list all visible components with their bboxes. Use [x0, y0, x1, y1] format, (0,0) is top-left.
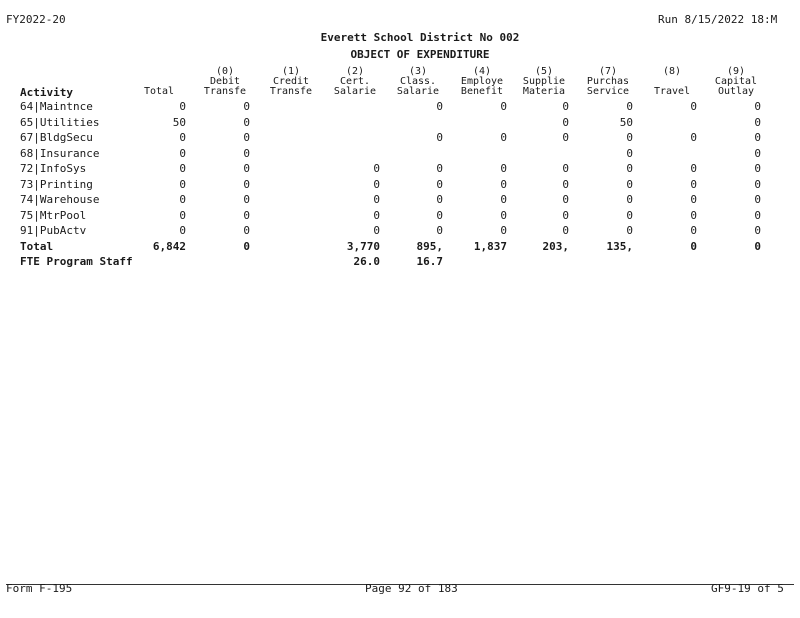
table-row-cell: 0	[500, 178, 507, 191]
column-header-line: (3)	[408, 66, 428, 77]
table-row-label: 73|Printing	[20, 178, 93, 191]
total-row-cell: 0	[243, 240, 250, 253]
table-row-cell: 0	[373, 162, 380, 175]
table-row-cell: 0	[179, 162, 186, 175]
table-row-cell: 0	[179, 178, 186, 191]
fte-row-cell: 26.0	[353, 255, 380, 268]
table-row-cell: 0	[243, 162, 250, 175]
page-number: Page 92 of 183	[365, 582, 458, 595]
table-row-cell: 0	[562, 224, 569, 237]
table-row-cell: 0	[436, 224, 443, 237]
table-row-cell: 0	[690, 209, 697, 222]
column-header-c8	[705, 67, 767, 97]
table-row-cell: 0	[500, 131, 507, 144]
table-row-cell: 0	[500, 193, 507, 206]
column-header-line: (9)	[726, 66, 746, 77]
total-row-cell: 203,	[542, 240, 569, 253]
column-header-line: Service	[586, 86, 630, 97]
table-row-cell: 0	[626, 193, 633, 206]
table-row-cell: 0	[562, 116, 569, 129]
table-row-cell: 0	[243, 147, 250, 160]
column-header-line: (7)	[598, 66, 618, 77]
column-header-line: Transfe	[269, 86, 313, 97]
table-row-cell: 0	[179, 193, 186, 206]
table-row-cell: 0	[754, 224, 761, 237]
column-header-line: Total	[143, 86, 175, 97]
table-row-label: 65|Utilities	[20, 116, 100, 129]
table-row-cell: 0	[373, 224, 380, 237]
table-row-cell: 0	[754, 147, 761, 160]
table-row-cell: 0	[373, 209, 380, 222]
fiscal-year: FY2022-20	[6, 13, 66, 26]
table-row-cell: 0	[436, 100, 443, 113]
table-row-cell: 0	[179, 209, 186, 222]
table-row-cell: 0	[373, 193, 380, 206]
table-row-label: 67|BldgSecu	[20, 131, 93, 144]
table-row-cell: 0	[562, 209, 569, 222]
activity-header: Activity	[20, 86, 73, 99]
column-header-line: Debit	[209, 76, 241, 87]
table-row-cell: 0	[690, 131, 697, 144]
column-header-c0	[194, 67, 256, 97]
total-row-cell: 0	[754, 240, 761, 253]
table-row-label: 74|Warehouse	[20, 193, 100, 206]
column-header-line: Travel	[653, 86, 691, 97]
column-header-total	[128, 67, 190, 97]
table-row-cell: 0	[562, 162, 569, 175]
table-row-cell: 0	[436, 209, 443, 222]
table-row-cell: 0	[243, 209, 250, 222]
table-row-label: 75|MtrPool	[20, 209, 87, 222]
table-row-cell: 0	[179, 131, 186, 144]
table-row-cell: 0	[500, 209, 507, 222]
column-header-line: (2)	[345, 66, 365, 77]
table-row-label: 64|Maintnce	[20, 100, 93, 113]
table-row-cell: 0	[243, 116, 250, 129]
column-header-line	[128, 67, 190, 77]
run-info: Run 8/15/2022 18:M	[658, 13, 778, 26]
table-row-label: 91|PubActv	[20, 224, 87, 237]
column-header-line: Credit	[272, 76, 310, 87]
table-row-cell: 0	[500, 100, 507, 113]
total-row-cell: 0	[690, 240, 697, 253]
table-row-cell: 0	[562, 131, 569, 144]
table-row-cell: 0	[436, 162, 443, 175]
column-header-line: Class.	[399, 76, 437, 87]
table-row-cell: 0	[243, 100, 250, 113]
table-row-cell: 0	[754, 209, 761, 222]
table-row-cell: 0	[690, 162, 697, 175]
table-row-cell: 0	[626, 162, 633, 175]
report-title: OBJECT OF EXPENDITURE	[350, 48, 490, 61]
form-number: Form F-195	[6, 582, 73, 595]
column-header-line: Benefit	[460, 86, 504, 97]
total-row-cell: 895,	[416, 240, 443, 253]
total-row-cell: 1,837	[473, 240, 507, 253]
table-row-label: 68|Insurance	[20, 147, 100, 160]
table-row-cell: 0	[754, 162, 761, 175]
table-row-cell: 0	[243, 178, 250, 191]
column-header-c1	[260, 67, 322, 97]
table-row-cell: 0	[243, 224, 250, 237]
column-header-line: Outlay	[717, 86, 755, 97]
table-row-cell: 0	[690, 100, 697, 113]
column-header-line: Supplie	[522, 76, 566, 87]
district-title: Everett School District No 002	[320, 31, 520, 44]
column-header-line: (1)	[281, 66, 301, 77]
table-row-cell: 0	[243, 193, 250, 206]
table-row-cell: 0	[179, 224, 186, 237]
column-header-line: Cert.	[339, 76, 371, 87]
column-header-c6	[577, 67, 639, 97]
column-header-line: (5)	[534, 66, 554, 77]
total-row-label: Total	[20, 240, 54, 253]
column-header-line: Purchas	[586, 76, 630, 87]
table-row-cell: 0	[690, 178, 697, 191]
table-row-cell: 0	[562, 178, 569, 191]
table-row-cell: 0	[690, 224, 697, 237]
table-row-cell: 50	[619, 116, 633, 129]
column-header-c7	[641, 67, 703, 97]
table-row-cell: 0	[626, 100, 633, 113]
table-row-cell: 0	[626, 147, 633, 160]
column-header-line: Materia	[522, 86, 566, 97]
column-header-c2	[324, 67, 386, 97]
column-header-line: Capital	[714, 76, 758, 87]
table-row-cell: 0	[436, 131, 443, 144]
table-row-cell: 50	[172, 116, 186, 129]
total-row-cell: 6,842	[152, 240, 186, 253]
table-row-cell: 0	[436, 193, 443, 206]
fte-row-label: FTE Program Staff	[20, 255, 133, 268]
table-row-cell: 0	[179, 147, 186, 160]
column-header-c4	[451, 67, 513, 97]
column-header-line: (0)	[215, 66, 235, 77]
column-header-c3	[387, 67, 449, 97]
column-header-line: Salarie	[333, 86, 377, 97]
table-row-cell: 0	[754, 193, 761, 206]
column-header-line: (8)	[662, 66, 682, 77]
column-header-line: Employe	[460, 76, 504, 87]
table-row-cell: 0	[243, 131, 250, 144]
fte-row-cell: 16.7	[416, 255, 443, 268]
column-header-c5	[513, 67, 575, 97]
table-row-cell: 0	[436, 178, 443, 191]
table-row-cell: 0	[562, 193, 569, 206]
column-header-line: (4)	[472, 66, 492, 77]
total-row-cell: 3,770	[346, 240, 380, 253]
table-row-cell: 0	[626, 178, 633, 191]
table-row-cell: 0	[500, 162, 507, 175]
table-row-cell: 0	[626, 224, 633, 237]
table-row-cell: 0	[754, 116, 761, 129]
column-header-line: Salarie	[396, 86, 440, 97]
table-row-cell: 0	[562, 100, 569, 113]
table-row-cell: 0	[626, 131, 633, 144]
table-row-cell: 0	[373, 178, 380, 191]
table-row-label: 72|InfoSys	[20, 162, 87, 175]
table-row-cell: 0	[754, 131, 761, 144]
table-row-cell: 0	[754, 100, 761, 113]
form-code: GF9-19 of 5	[711, 582, 784, 595]
table-row-cell: 0	[500, 224, 507, 237]
table-row-cell: 0	[754, 178, 761, 191]
table-row-cell: 0	[179, 100, 186, 113]
column-header-line: Transfe	[203, 86, 247, 97]
total-row-cell: 135,	[606, 240, 633, 253]
table-row-cell: 0	[626, 209, 633, 222]
table-row-cell: 0	[690, 193, 697, 206]
